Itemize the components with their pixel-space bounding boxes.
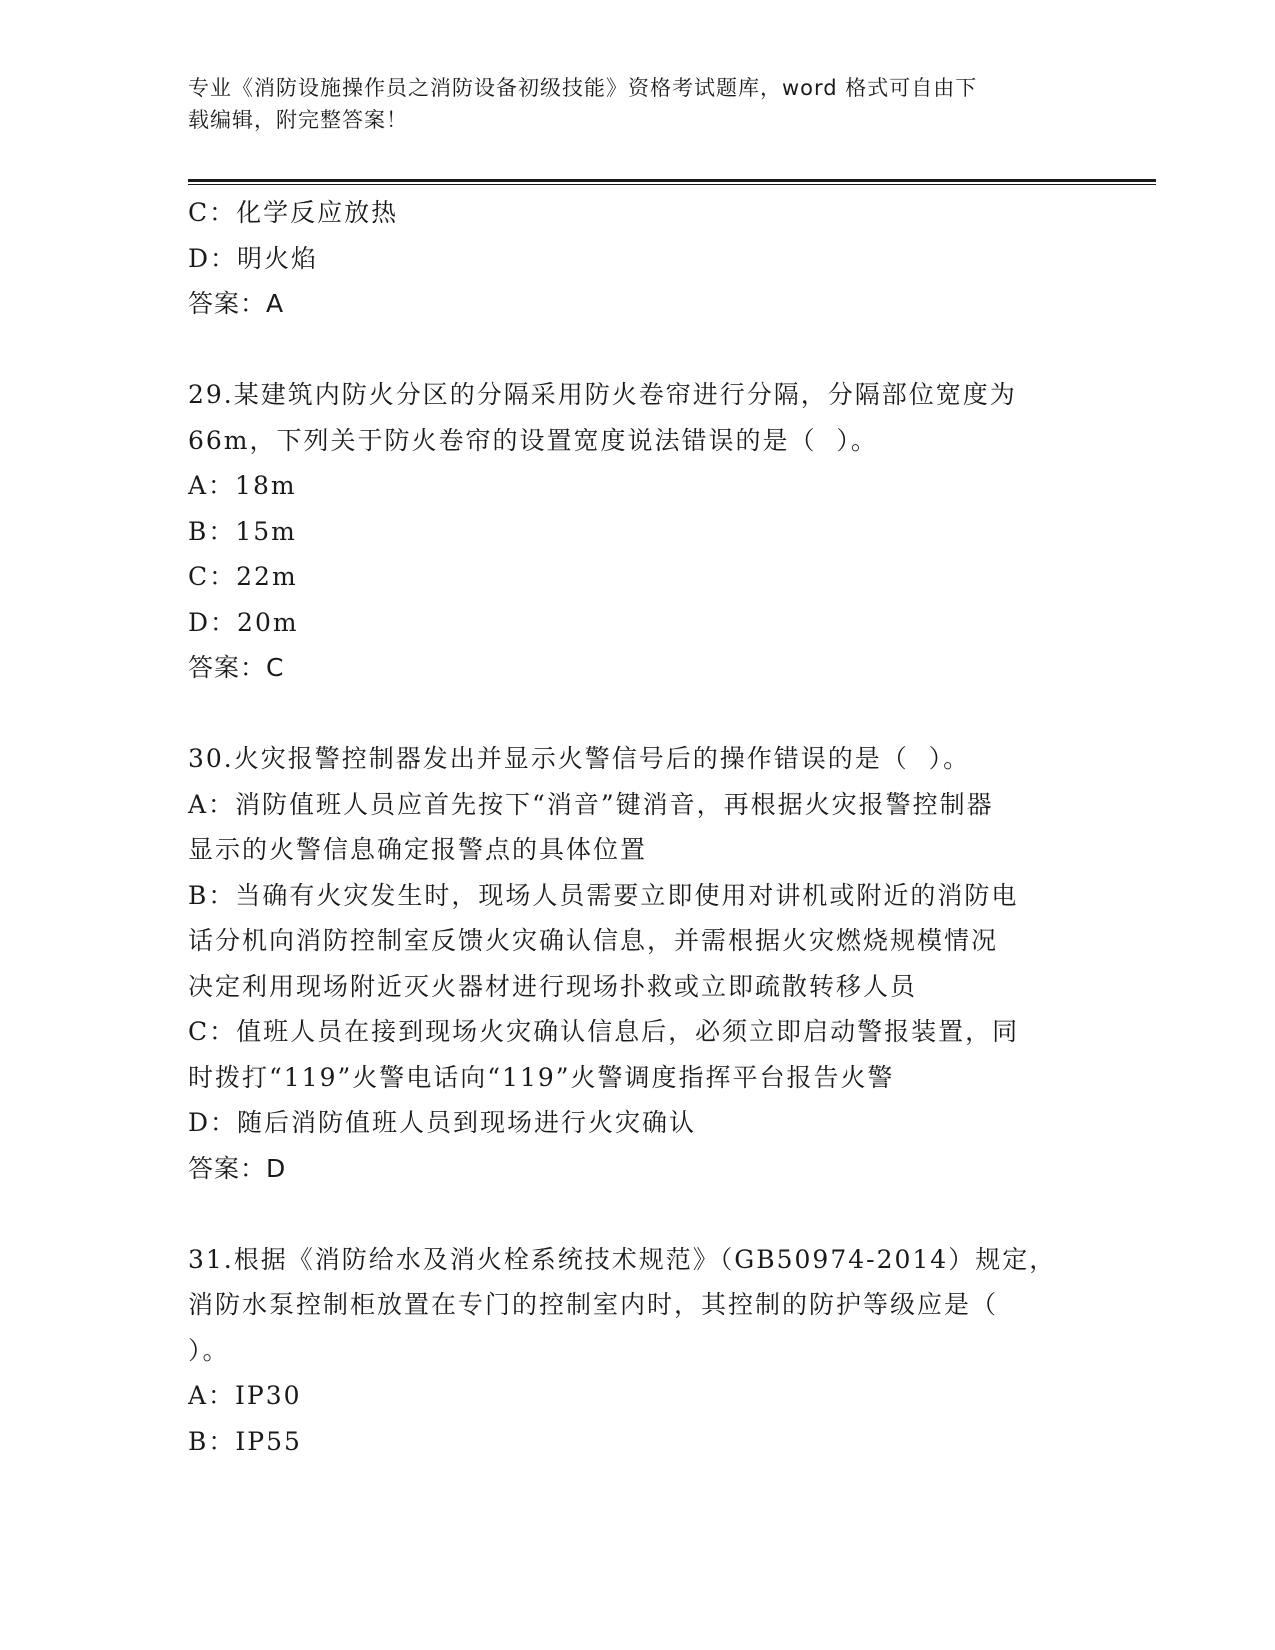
spacer — [188, 327, 1078, 373]
question-stem: 66m，下列关于防火卷帘的设置宽度说法错误的是（ ）。 — [188, 425, 878, 455]
question-31 — [188, 1237, 1078, 1465]
document-header — [188, 72, 1068, 136]
question-29 — [188, 372, 1078, 691]
header-divider-thick — [188, 179, 1156, 182]
question-stem: ）。 — [188, 1335, 230, 1365]
option-a: A：消防值班人员应首先按下“消音”键消音，再根据火灾报警控制器 — [188, 789, 994, 819]
spacer — [188, 691, 1078, 737]
answer: 答案：D — [188, 1153, 287, 1183]
option-c: C：22m — [188, 562, 298, 591]
option-a-continued: 显示的火警信息确定报警点的具体位置 — [188, 835, 648, 864]
question-28-tail — [188, 190, 1078, 327]
answer: 答案：A — [188, 289, 285, 318]
option-c: C：化学反应放热 — [188, 198, 399, 227]
option-b-continued: 决定利用现场附近灭火器材进行现场扑救或立即疏散转移人员 — [188, 971, 918, 1001]
option-b: B：IP55 — [188, 1426, 302, 1456]
option-b: B：当确有火灾发生时，现场人员需要立即使用对讲机或附近的消防电 — [188, 880, 1019, 910]
header-line-1: 专业《消防设施操作员之消防设备初级技能》资格考试题库，word 格式可自由下 — [188, 76, 978, 100]
question-stem: 29.某建筑内防火分区的分隔采用防火卷帘进行分隔，分隔部位宽度为 — [188, 380, 1017, 409]
option-b: B：15m — [188, 516, 297, 546]
option-b-continued: 话分机向消防控制室反馈火灾确认信息，并需根据火灾燃烧规模情况 — [188, 926, 999, 955]
question-stem: 31.根据《消防给水及消火栓系统技术规范》（GB50974-2014）规定， — [188, 1244, 1057, 1274]
option-a: A：IP30 — [188, 1381, 302, 1410]
option-d: D：明火焰 — [188, 243, 319, 273]
option-d: D：20m — [188, 607, 299, 637]
answer: 答案：C — [188, 653, 285, 682]
header-divider-thin — [188, 184, 1156, 185]
question-list — [188, 190, 1078, 1464]
question-stem: 消防水泵控制柜放置在专门的控制室内时，其控制的防护等级应是（ — [188, 1290, 999, 1319]
question-30 — [188, 736, 1078, 1191]
option-c: C：值班人员在接到现场火灾确认信息后，必须立即启动警报装置，同 — [188, 1017, 1020, 1046]
option-d: D：随后消防值班人员到现场进行火灾确认 — [188, 1108, 697, 1137]
option-c-continued: 时拨打“119”火警电话向“119”火警调度指挥平台报告火警 — [188, 1062, 895, 1092]
spacer — [188, 1191, 1078, 1237]
question-stem: 30.火灾报警控制器发出并显示火警信号后的操作错误的是（ ）。 — [188, 744, 971, 773]
option-a: A：18m — [188, 471, 297, 500]
header-line-2: 载编辑，附完整答案！ — [188, 108, 408, 132]
